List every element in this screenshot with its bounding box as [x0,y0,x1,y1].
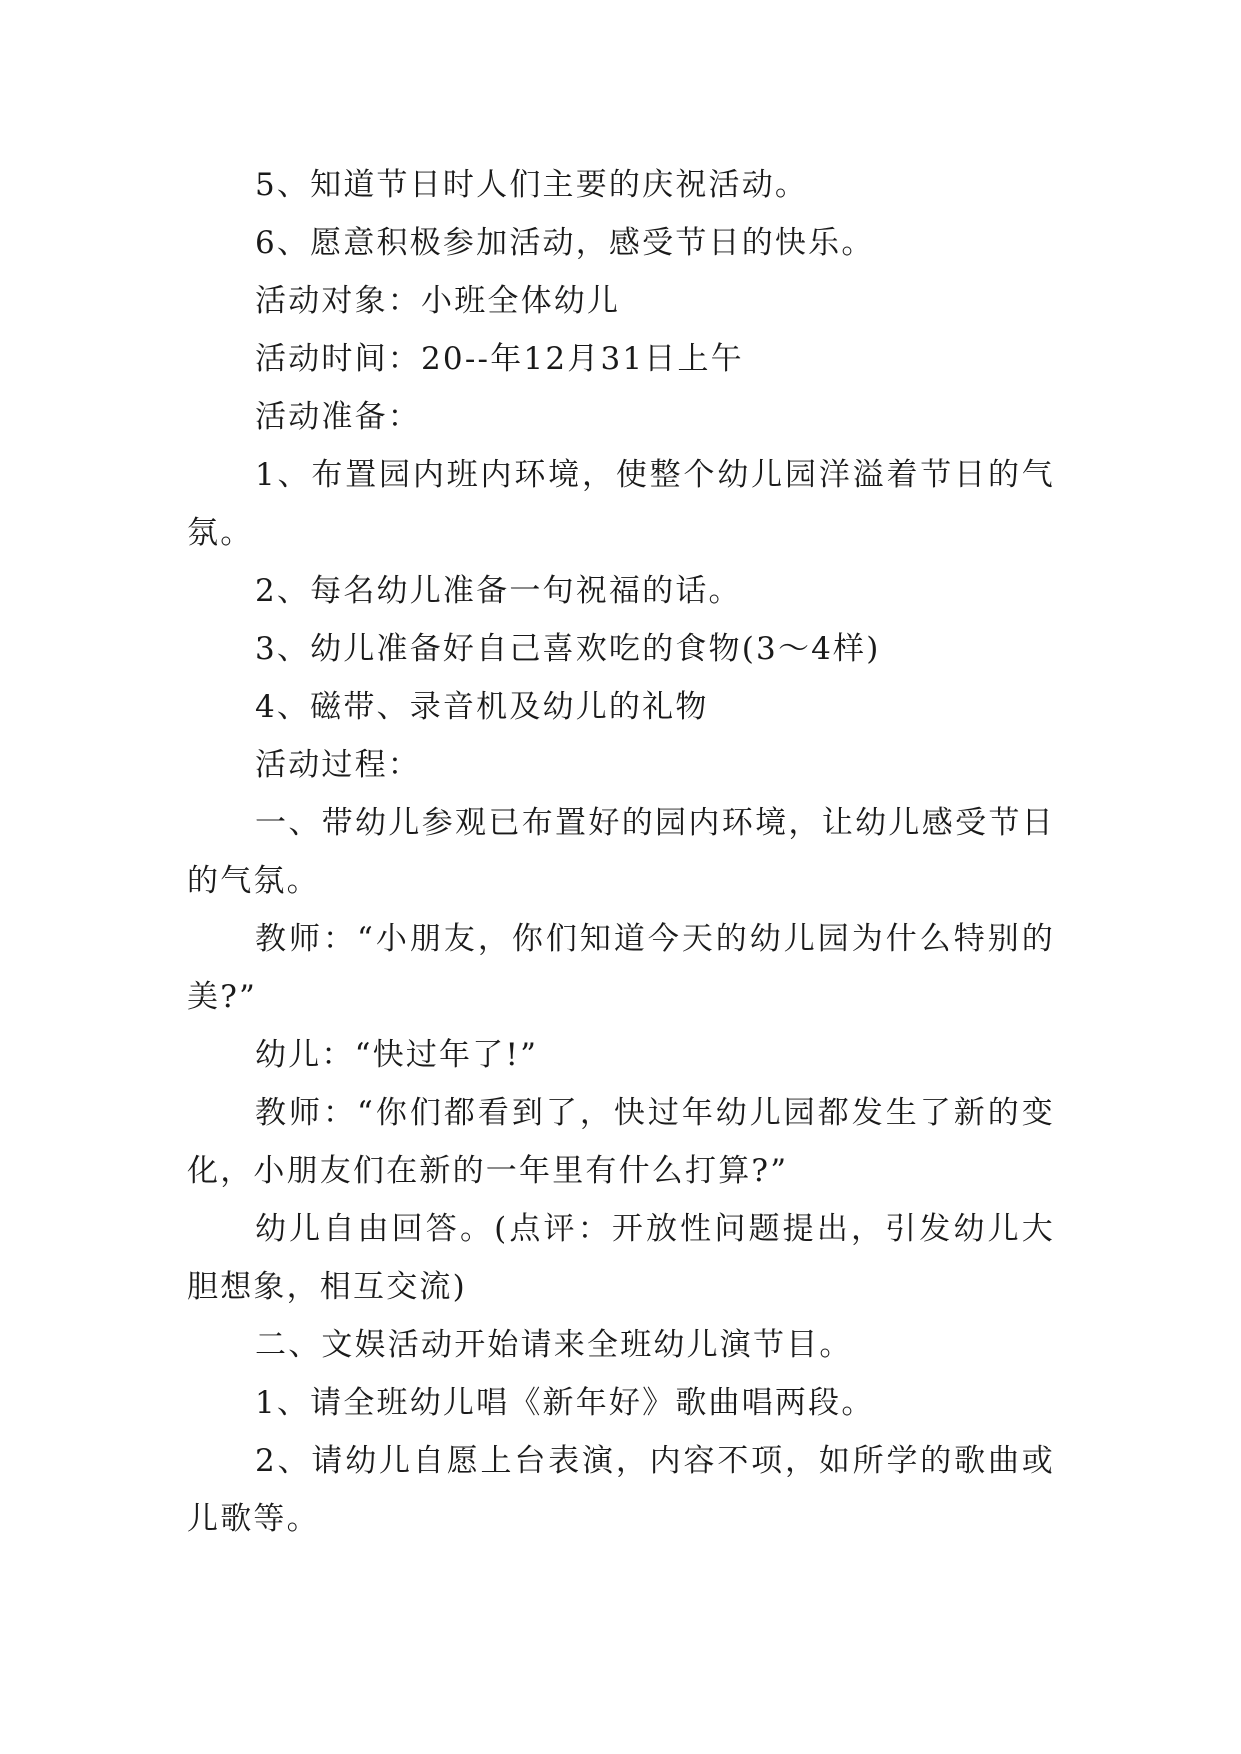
paragraph-preparation-heading: 活动准备： [255,399,421,435]
paragraph-teacher-question-2: 教师：“你们都看到了，快过年幼儿园都发生了新的变化，小朋友们在新的一年里有什么打算?” [187,1095,1055,1189]
paragraph-goal-5: 5、知道节日时人们主要的庆祝活动。 [255,167,809,203]
paragraph-preparation-1: 1、布置园内班内环境，使整个幼儿园洋溢着节日的气氛。 [187,457,1055,551]
paragraph-performance: 2、请幼儿自愿上台表演，内容不项，如所学的歌曲或儿歌等。 [187,1443,1055,1537]
paragraph-process-2: 二、文娱活动开始请来全班幼儿演节目。 [255,1327,853,1363]
paragraph-child-answer: 幼儿：“快过年了!” [255,1037,539,1073]
paragraph-preparation-2: 2、每名幼儿准备一句祝福的话。 [255,573,742,609]
paragraph-activity-time: 活动时间：20--年12月31日上午 [255,341,744,377]
paragraph-preparation-4: 4、磁带、录音机及幼儿的礼物 [255,689,709,725]
paragraph-teacher-question-1: 教师：“小朋友，你们知道今天的幼儿园为什么特别的美?” [187,921,1055,1015]
paragraph-free-answer: 幼儿自由回答。(点评：开放性问题提出，引发幼儿大胆想象，相互交流) [187,1211,1055,1305]
paragraph-process-heading: 活动过程： [255,747,421,783]
paragraph-preparation-3: 3、幼儿准备好自己喜欢吃的食物(3～4样) [255,631,881,667]
paragraph-activity-target: 活动对象：小班全体幼儿 [255,283,621,319]
paragraph-process-1: 一、带幼儿参观已布置好的园内环境，让幼儿感受节日的气氛。 [187,805,1055,899]
paragraph-goal-6: 6、愿意积极参加活动，感受节日的快乐。 [255,225,875,261]
paragraph-song: 1、请全班幼儿唱《新年好》歌曲唱两段。 [255,1385,875,1421]
